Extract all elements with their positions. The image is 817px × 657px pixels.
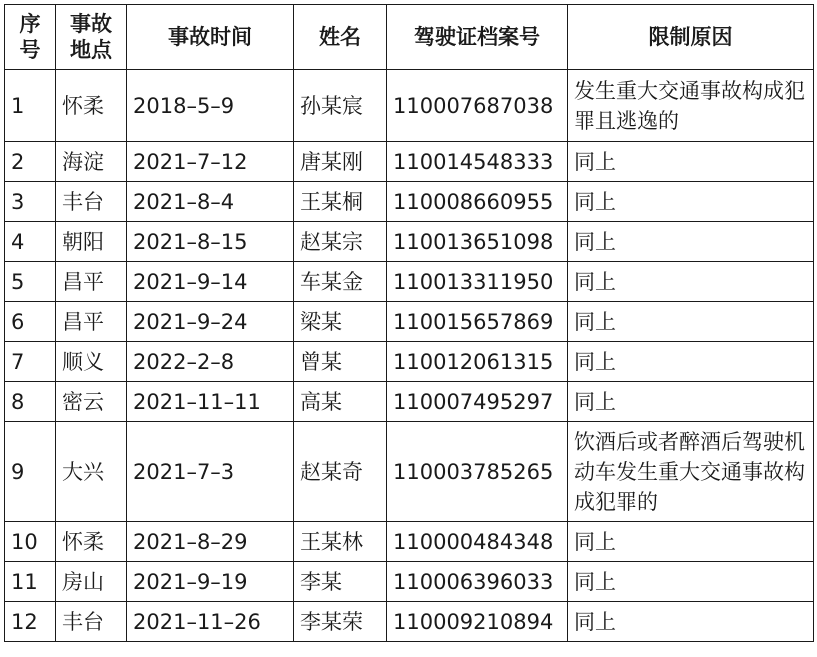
cell-name: 李某 bbox=[294, 562, 387, 602]
cell-place: 房山 bbox=[56, 562, 127, 602]
restriction-table bbox=[4, 4, 814, 642]
cell-no: 7 bbox=[5, 342, 56, 382]
cell-reason: 同上 bbox=[568, 382, 814, 422]
header-row bbox=[5, 5, 814, 70]
cell-reason: 发生重大交通事故构成犯罪且逃逸的 bbox=[568, 70, 814, 142]
cell-license: 110014548333 bbox=[387, 142, 568, 182]
cell-reason: 同上 bbox=[568, 522, 814, 562]
table-row bbox=[5, 142, 814, 182]
cell-name: 孙某宸 bbox=[294, 70, 387, 142]
cell-date: 2021–7–12 bbox=[127, 142, 294, 182]
cell-date: 2018–5–9 bbox=[127, 70, 294, 142]
cell-name: 梁某 bbox=[294, 302, 387, 342]
cell-license: 110009210894 bbox=[387, 602, 568, 642]
cell-reason: 同上 bbox=[568, 262, 814, 302]
cell-date: 2021–8–15 bbox=[127, 222, 294, 262]
cell-date: 2021–8–4 bbox=[127, 182, 294, 222]
header-place: 事故地点 bbox=[56, 5, 127, 70]
cell-no: 8 bbox=[5, 382, 56, 422]
cell-license: 110006396033 bbox=[387, 562, 568, 602]
cell-date: 2021–11–26 bbox=[127, 602, 294, 642]
header-license: 驾驶证档案号 bbox=[387, 5, 568, 70]
cell-place: 昌平 bbox=[56, 262, 127, 302]
cell-place: 顺义 bbox=[56, 342, 127, 382]
cell-name: 王某桐 bbox=[294, 182, 387, 222]
cell-place: 怀柔 bbox=[56, 522, 127, 562]
cell-license: 110012061315 bbox=[387, 342, 568, 382]
cell-license: 110008660955 bbox=[387, 182, 568, 222]
table-row bbox=[5, 562, 814, 602]
cell-license: 110013311950 bbox=[387, 262, 568, 302]
cell-date: 2021–8–29 bbox=[127, 522, 294, 562]
cell-name: 赵某宗 bbox=[294, 222, 387, 262]
cell-reason: 同上 bbox=[568, 222, 814, 262]
cell-reason: 同上 bbox=[568, 142, 814, 182]
cell-reason: 同上 bbox=[568, 302, 814, 342]
table-row bbox=[5, 342, 814, 382]
table-row bbox=[5, 302, 814, 342]
cell-reason: 同上 bbox=[568, 342, 814, 382]
table-row bbox=[5, 70, 814, 142]
table-row bbox=[5, 182, 814, 222]
cell-place: 朝阳 bbox=[56, 222, 127, 262]
cell-license: 110013651098 bbox=[387, 222, 568, 262]
cell-name: 曾某 bbox=[294, 342, 387, 382]
cell-place: 丰台 bbox=[56, 182, 127, 222]
header-name: 姓名 bbox=[294, 5, 387, 70]
cell-name: 李某荣 bbox=[294, 602, 387, 642]
cell-place: 海淀 bbox=[56, 142, 127, 182]
cell-no: 2 bbox=[5, 142, 56, 182]
table-row bbox=[5, 602, 814, 642]
cell-reason: 同上 bbox=[568, 602, 814, 642]
cell-date: 2021–9–24 bbox=[127, 302, 294, 342]
cell-no: 11 bbox=[5, 562, 56, 602]
cell-place: 昌平 bbox=[56, 302, 127, 342]
cell-date: 2021–7–3 bbox=[127, 422, 294, 522]
cell-license: 110000484348 bbox=[387, 522, 568, 562]
cell-license: 110003785265 bbox=[387, 422, 568, 522]
cell-place: 丰台 bbox=[56, 602, 127, 642]
cell-name: 赵某奇 bbox=[294, 422, 387, 522]
table-row bbox=[5, 262, 814, 302]
cell-date: 2021–9–14 bbox=[127, 262, 294, 302]
table-row bbox=[5, 222, 814, 262]
cell-no: 6 bbox=[5, 302, 56, 342]
cell-name: 高某 bbox=[294, 382, 387, 422]
cell-no: 12 bbox=[5, 602, 56, 642]
cell-date: 2021–9–19 bbox=[127, 562, 294, 602]
header-no: 序号 bbox=[5, 5, 56, 70]
cell-name: 王某林 bbox=[294, 522, 387, 562]
header-date: 事故时间 bbox=[127, 5, 294, 70]
cell-reason: 饮酒后或者醉酒后驾驶机动车发生重大交通事故构成犯罪的 bbox=[568, 422, 814, 522]
table-row bbox=[5, 422, 814, 522]
cell-no: 9 bbox=[5, 422, 56, 522]
table-row bbox=[5, 382, 814, 422]
cell-place: 大兴 bbox=[56, 422, 127, 522]
cell-reason: 同上 bbox=[568, 182, 814, 222]
cell-no: 4 bbox=[5, 222, 56, 262]
cell-name: 车某金 bbox=[294, 262, 387, 302]
cell-name: 唐某刚 bbox=[294, 142, 387, 182]
cell-license: 110007687038 bbox=[387, 70, 568, 142]
cell-reason: 同上 bbox=[568, 562, 814, 602]
cell-license: 110015657869 bbox=[387, 302, 568, 342]
table-row bbox=[5, 522, 814, 562]
cell-license: 110007495297 bbox=[387, 382, 568, 422]
cell-place: 怀柔 bbox=[56, 70, 127, 142]
header-reason: 限制原因 bbox=[568, 5, 814, 70]
cell-no: 5 bbox=[5, 262, 56, 302]
cell-date: 2022–2–8 bbox=[127, 342, 294, 382]
cell-place: 密云 bbox=[56, 382, 127, 422]
cell-no: 3 bbox=[5, 182, 56, 222]
cell-no: 10 bbox=[5, 522, 56, 562]
cell-date: 2021–11–11 bbox=[127, 382, 294, 422]
cell-no: 1 bbox=[5, 70, 56, 142]
